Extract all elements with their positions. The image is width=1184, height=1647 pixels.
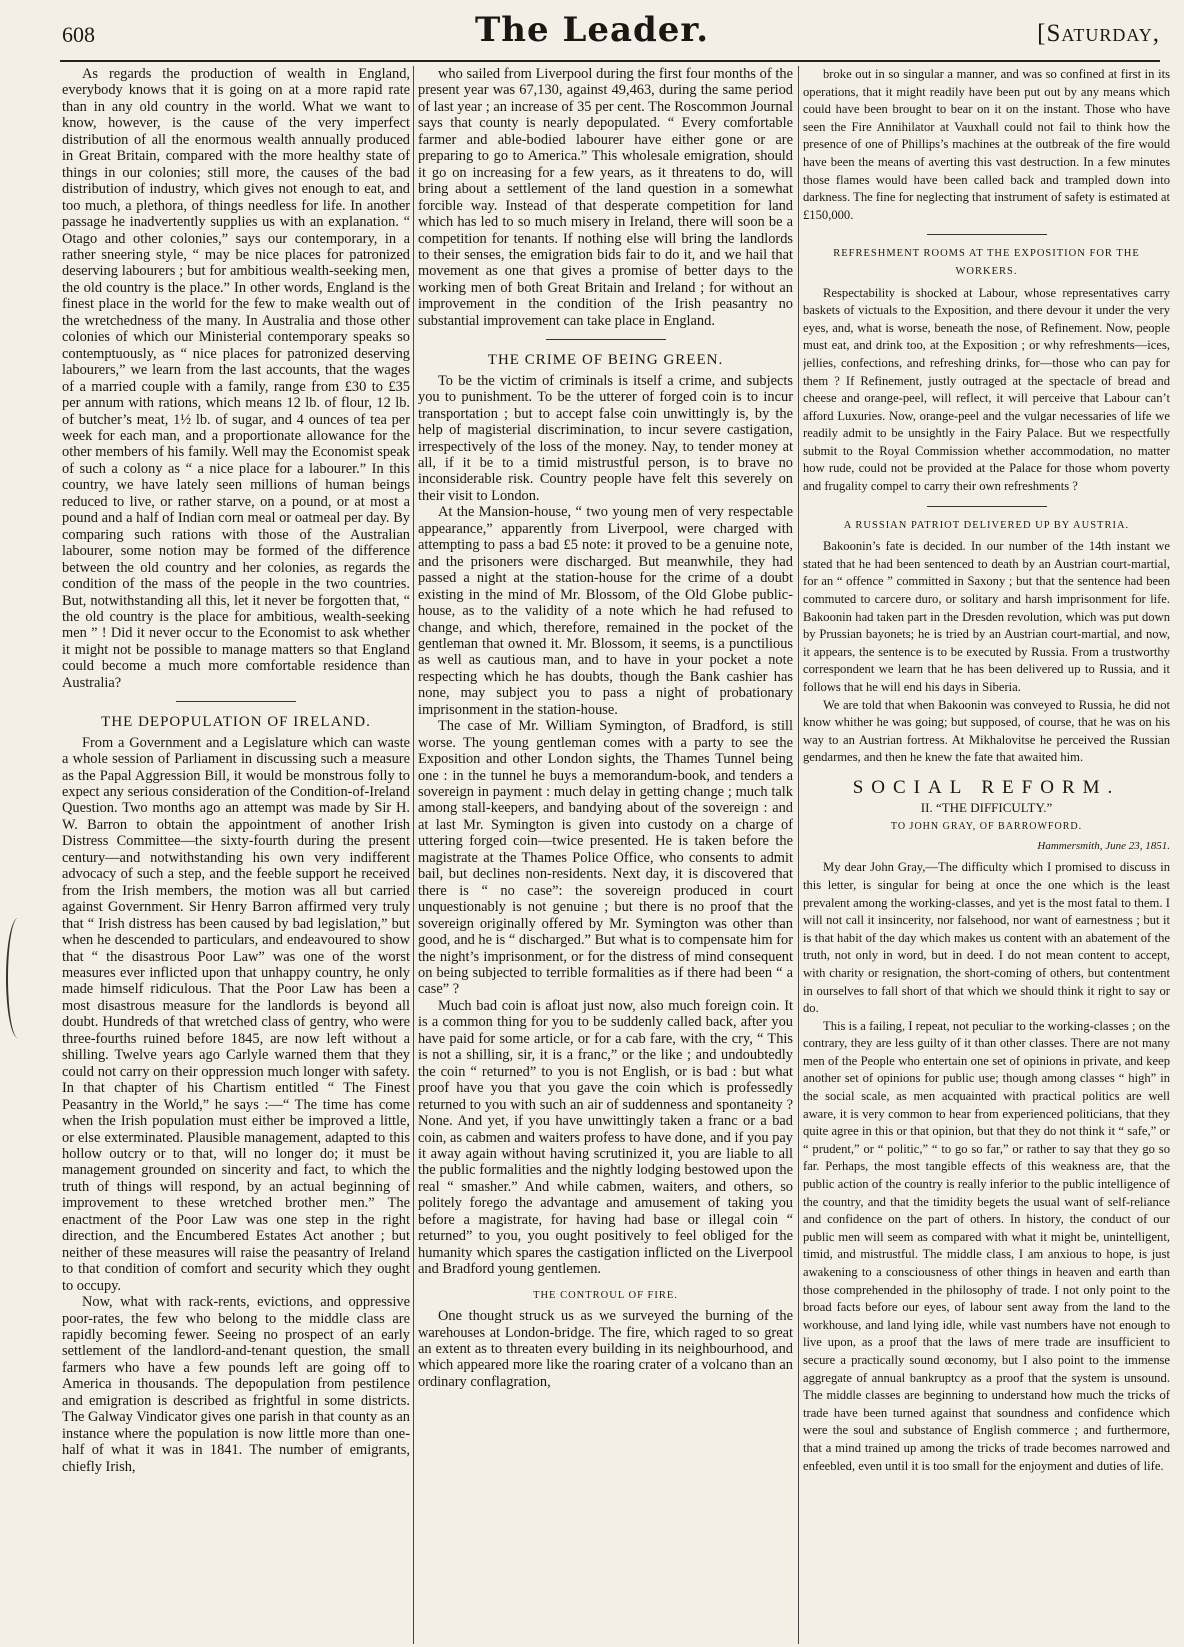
page-number: 608 bbox=[62, 22, 95, 47]
article-heading: THE CONTROUL OF FIRE. bbox=[533, 1289, 678, 1301]
paragraph: One thought struck us as we surveyed the burning of the warehouses at London-bridge. The fire, which raged to so great an extent as to threaten every building in its neighbourhood, and which appeared more like the roaring crater of a volcano than an ordinary conflagration, bbox=[418, 1308, 793, 1390]
section-divider bbox=[546, 339, 666, 340]
paragraph: The case of Mr. William Symington, of Bradford, is still worse. The young gentleman comes with a party to see the Exposition and other London sights, the Thames Tunnel being one : in the tunnel he buys a memorandum-book, and tenders a sovereign in payment : much delay in getting change ; much talk among stall-keepers, and bandying about of the sovereign : and at last Mr. Symington is given into custody on a charge of uttering forged coin—twice presented. He is taken before the magistrate at the Thames Police Office, who consents to admit bail, but declines non-residents. Next day, it is discovered that there is “ no case”: the sovereign produced in court unquestionably is not genuine ; but there is no proof that the sovereign originally offered by Mr. Symington was other than good, and he is “ discharged.” But what is to compensate him for the night’s imprisonment, or for the distress of mind consequent on being subjected to terrible formalities as if there had been “ a case” ? bbox=[418, 718, 793, 998]
section-divider bbox=[927, 234, 1047, 235]
article-heading: THE CRIME OF BEING GREEN. bbox=[487, 352, 724, 369]
header-rule bbox=[60, 60, 1160, 62]
section-divider bbox=[927, 506, 1047, 507]
paragraph: Bakoonin’s fate is decided. In our number of the 14th instant we stated that he had been sentenced to death by an Austrian court-martial, for an “ offence ” committed in Saxony ; but that the sentence had been commuted to carcere duro, or solitary and harsh imprisonment for life. Bakoonin had taken part in the Dresden revolution, which was put down by Prussian bayonets; he is tried by an Austrian court-martial, and now, it appears, the sentence is to be executed by Russia. From a trustworthy correspondent we learn that he has been delivered up to Russia, and it follows that he will end his days in Siberia. bbox=[803, 539, 1170, 694]
column-2 bbox=[418, 66, 793, 1644]
section-heading: SOCIAL REFORM. bbox=[852, 776, 1121, 798]
article-heading: A RUSSIAN PATRIOT DELIVERED UP BY AUSTRIA. bbox=[843, 519, 1130, 531]
section-subheading: II. “THE DIFFICULTY.” bbox=[920, 799, 1053, 815]
paragraph: This is a failing, I repeat, not peculiar to the working-classes ; on the contrary, they are less guilty of it than other classes. There are not many men of the People who entertain one set of opinions in private, and keep another set of opinions for public use; though among classes “ high” in the social scale, as men acquainted with practical politics are well aware, it is very common to hear from experienced politicians, that they quite agree in this or that opinion, but that they do not think it “ safe,” or “ prudent,” or “ politic,” “ to go so far,” or rather to say that they go so far. Perhaps, the most tangible effects of this weakness are, that the public action of the country is really inferior to the public intelligence of the country, and that the timidity begets the usual want of self-reliance and confidence on the part of others. In history, the conduct of our public men will seem as compared with what it might be, unintelligent, timid, and mistrustful. The middle class, I am anxious to hope, is just awakening to a consciousness of other things in heaven and earth than those comprehended in the philosophy of trade. I not only point to the broad facts before our eyes, of labour sent away from the land to the workhouse, and land lying idle, while vast numbers have not enough to live upon, as a proof that the laws of mere trade are insufficient to secure a practically sound œconomy, but I also point to the immense aggregate of annual bankruptcy as a proof that the system is unsound. The middle classes are beginning to understand how much the tricks of trade have been turned against that soundness and confidence which were the soul and substance of English commerce ; and furthermore, that a mind trained up among the tricks of trade becomes narrowed and enfeebled, even until it is too small for the enjoyment and duties of life. bbox=[803, 1018, 1170, 1473]
paragraph: To be the victim of criminals is itself a crime, and subjects you to punishment. To be the utterer of forged coin is to incur transportation ; but to accept false coin unwittingly is, by the help of magisterial discrimination, to incur severe castigation, irrespectively of the loss of the money. Nay, to tender money at all, if it be to a timid mistrustful person, is to brave no inconsiderable risk. Country people have felt this severely on their visit to London. bbox=[418, 372, 793, 504]
article-heading: THE DEPOPULATION OF IRELAND. bbox=[101, 714, 371, 731]
paragraph: Now, what with rack-rents, evictions, and oppressive poor-rates, the few who belong to the middle class are rapidly becoming fewer. Seeing no prospect of an early settlement of the landlord-and-tenant question, the small farmers who have a few pounds left are going off to America in thousands. The depopulation from pestilence and emigration is described as frightful in some districts. The Galway Vindicator gives one parish in that county as an instance where the population is now little more than one-half of what it was in 1841. The number of emigrants, chiefly Irish, bbox=[62, 1294, 410, 1475]
article-heading: REFRESHMENT ROOMS AT THE EXPOSITION FOR THE WORKERS. bbox=[833, 248, 1140, 277]
column-1 bbox=[62, 66, 410, 1644]
section-divider bbox=[176, 701, 296, 702]
paragraph: As regards the production of wealth in England, everybody knows that it is going on at a more rapid rate than in any old country in the world. What we want to know, however, is the cause of the very imperfect distribution of all the enormous wealth annually produced in Great Britain, compared with the more healthy state of things in our colonies; still more, the causes of the bad distribution of industry, which gives not enough to eat, and too much, a plethora, of things needless for life. In another passage he inadvertently supplies us with an explanation. “ Otago and other colonies,” says our contemporary, in a rather sneering style, “ may be nice places for patronized deserving labourers ; but for ambitious wealth-seeking men, the old country is the place.” In other words, England is the finest place in the world for the few to make wealth out of the wretchedness of the many. In Australia and those other colonies of which our Ministerial contemporary speaks so contemptuously, as “ nice places for patronized deserving labourers,” we learn from the last accounts, that the wages of a married couple with a family, range from £30 to £35 per annum with rations, which means 12 lb. of flour, 12 lb. of butcher’s meat, 1½ lb. of sugar, and 4 ounces of tea per week for each man, and a proportionate allowance for the other members of his family. Well may the Economist speak of such a colony as “ a nice place for a labourer.” In this country, we have lately seen millions of human beings reduced to live, or rather starve, on a pound, or at most a pound and a half of Indian corn meal or oatmeal per day. By comparing such rations with those of the Australian labourer, some notion may be formed of the difference between the old country and her colonies, as regards the condition of the mass of the people in the two countries. But, notwithstanding all this, let it never be forgotten that, “ the old country is the place for ambitious, wealth-seeking men ” ! Did it never occur to the Economist to ask whether it might not be possible to manage matters so that England could become a much more comfortable residence than Australia? bbox=[62, 66, 410, 691]
paragraph: We are told that when Bakoonin was conveyed to Russia, he did not know whither he was going; but supposed, of course, that he was on his way to an Austrian fortress. At Mikhalovitse he perceived the Russian gendarmes, and then he knew the fate that awaited him. bbox=[803, 697, 1170, 765]
header-day: [Saturday, bbox=[1037, 20, 1160, 47]
page-header bbox=[0, 0, 1184, 62]
paragraph: who sailed from Liverpool during the first four months of the present year was 67,130, against 49,463, during the same period of last year ; an increase of 35 per cent. The Roscommon Journal says that county is nearly depopulated. “ Every comfortable farmer and able-bodied labourer have either gone or are preparing to go to America.” This wholesale emigration, should it go on increasing for a few years, as it threatens to do, will bring about a settlement of the land question in a somewhat forcible way. Instead of that desperate competition for land which has led to so much misery in Ireland, there will soon be a competition for tenants. If nothing else will bring the landlords to their senses, the emigration bids fair to do it, and we hail that movement as one that gives a promise of better days to the working men of both Great Britain and Ireland ; for without an improvement in the condition of the Irish peasantry no substantial improvement can take place in England. bbox=[418, 66, 793, 329]
paragraph: broke out in so singular a manner, and was so confined at first in its operations, that it might readily have been put out by any means which could have been brought to bear on it on the instant. Those who have seen the Fire Annihilator at Vauxhall could not fail to think how the presence of one of Phillips’s machines at the outbreak of the fire would have been the means of averting this vast destruction. In a few minutes those flames would have been called back and trampled down into darkness. The fine for neglecting that instrument of safety is estimated at £150,000. bbox=[803, 67, 1170, 222]
paragraph: From a Government and a Legislature which can waste a whole session of Parliament in discussing such a measure as the Papal Aggression Bill, it would be monstrous folly to expect any serious consideration of the Condition-of-Ireland Question. Two months ago an attempt was made by Sir H. W. Barron to obtain the appointment of another Irish Distress Committee—the sixty-fourth during the present century—and notwithstanding his own very indifferent advocacy of such a step, and the feeble support he received from the Irish members, the motion was all but carried against Government. Sir Henry Barron affirmed very truly that “ Irish distress has been caused by bad legislation,” but when he descended to particulars, and endeavoured to show that “ the disastrous Poor Law” was one of the worst measures ever inflicted upon that unhappy country, he only made himself ridiculous. That the Poor Law has been a most disastrous measure for the landlords is beyond all doubt. Hundreds of that wretched class of gentry, who were three-fourths ruined before 1845, are now left without a shilling. Twelve years ago Carlyle warned them that they could not carry on their oppression much longer with safety. In that chapter of his Chartism entitled “ The Finest Peasantry in the World,” he says :—“ The time has come when the Irish population must either be improved a little, or else exterminated. Plausible management, adapted to this hollow outcry or to that, will no longer do; it must be management grounded on sincerity and fact, to which the truth of things will respond, by an actual beginning of improvement to these wretched brother men.” The enactment of the Poor Law was one step in the right direction, and the Encumbered Estates Act another ; but neither of these measures will raise the peasantry of Ireland to that condition of comfort and security which they ought to occupy. bbox=[62, 734, 410, 1294]
letter-dateline: Hammersmith, June 23, 1851. bbox=[1037, 839, 1170, 852]
letter-address: TO JOHN GRAY, OF BARROWFORD. bbox=[890, 821, 1083, 833]
paragraph: At the Mansion-house, “ two young men of very respectable appearance,” apparently from Liverpool, were charged with attempting to pass a bad £5 note: it proved to be a genuine note, and the prisoners were discharged. But meanwhile, they had passed a night at the station-house for the crime of a doubt existing in the mind of Mr. Blossom, of the Old Globe public-house, as to the validity of a note which he had refused to change, and which, therefore, remained in the pocket of the gentleman that owned it. Mr. Blossom, it seems, is a punctilious as well as cautious man, and to have in your pocket a note respecting which he has doubts, though the Bank cashier has none, may subject you to pass a night of probationary imprisonment in the station-house. bbox=[418, 504, 793, 718]
paragraph: My dear John Gray,—The difficulty which I promised to discuss in this letter, is singular for being at once the one which is the least prevalent among the working-classes, and yet is the most fatal to them. I will not call it insincerity, nor falsehood, nor want of earnestness ; but it is that habit of the day which makes us content with an abatement of the truth, not only in word, but in deed. I do not mean content to accept, with charity or resignation, the short-coming of others, but contentment in ourselves to fall short of that which we should think it right to say or do. bbox=[803, 860, 1170, 1016]
paragraph: Much bad coin is afloat just now, also much foreign coin. It is a common thing for you to be suddenly called back, after you have paid for some article, or for a cab fare, with the cry, “ This is not a shilling, sir, it is a franc,” or the like ; and undoubtedly the coin “ returned” to you is not English, or is bad : but what proof have you that you gave the coin which is professedly returned to you with such an air of suddenness and spontaneity ? None. And yet, if you have unwittingly taken a franc or a bad coin, as cabmen and waiters profess to have done, and if you pay it away again without having scrutinized it, you are liable to all the public formalities and the nightly lodging bestowed upon the real “ smasher.” And while cabmen, waiters, and others, so politely forego the advantage and amusement of taking you before a magistrate, for having had base or illegal coin “ returned” to you, you ought positively to feel obliged for the humanity which spares the castigation inflicted on the Liverpool and Bradford young gentlemen. bbox=[418, 997, 793, 1278]
margin-bracket-mark bbox=[6, 918, 30, 1038]
column-3 bbox=[803, 66, 1170, 1644]
column-rule bbox=[413, 66, 414, 1644]
masthead: The Leader. bbox=[474, 10, 710, 50]
column-rule bbox=[798, 66, 799, 1644]
paragraph: Respectability is shocked at Labour, whose representatives carry baskets of victuals to the Exposition, and there devour it under the very eyes, and, what is worse, beneath the nose, of Refinement. Now, people must eat, and drink too, at the Exposition ; or why refreshments—ices, jellies, confections, and refreshing drinks, for—those who can pay for them ? If Refinement, justly outraged at the spectacle of bread and cheese and orange-peel, will reflect, it will perceive that Labour can’t afford Luxuries. Now, orange-peel and the vulgar necessaries of life we readily admit to be unsightly in the Fairy Palace. But we respectfully submit to the Royal Commission whether accommodation, no matter how rude, could not be provided at the Palace for those whom poverty and frugality compel to carry their own refreshments ? bbox=[803, 285, 1170, 494]
